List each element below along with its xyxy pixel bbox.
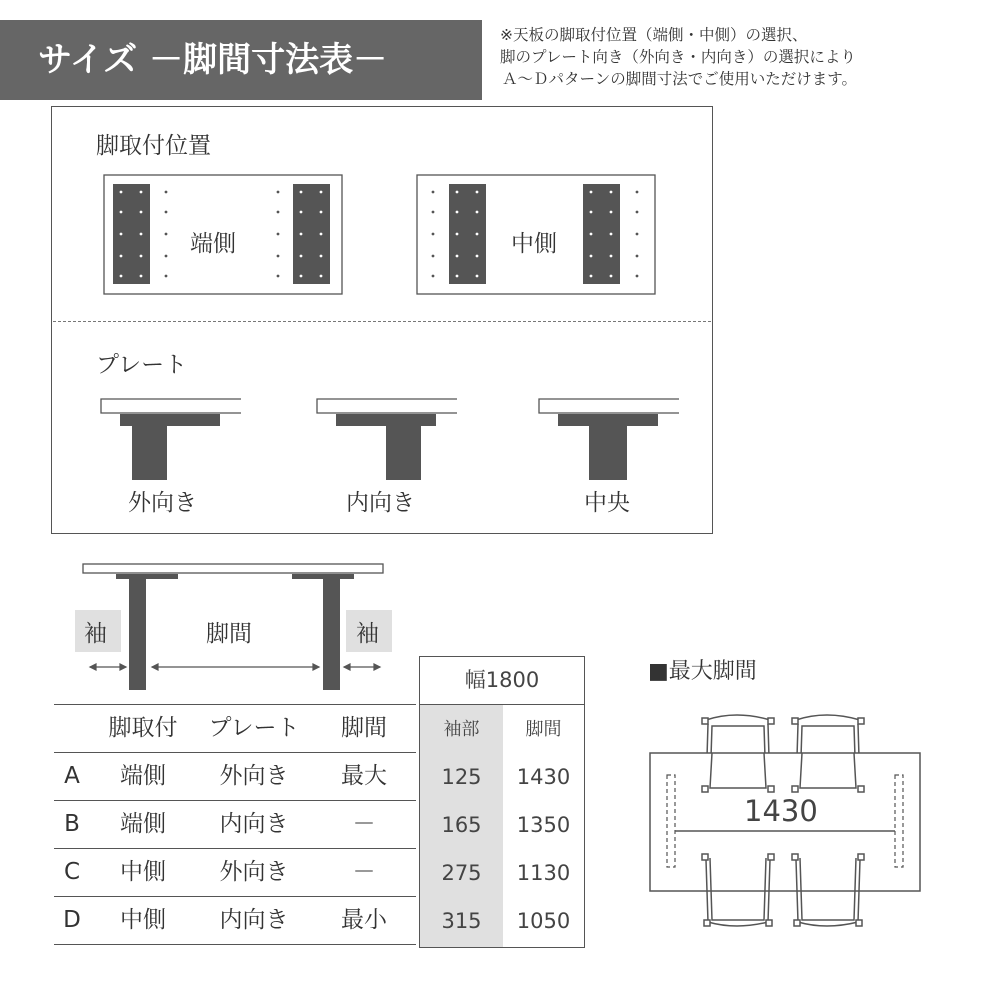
table-row [54, 849, 416, 897]
pattern-letter: A [64, 763, 80, 789]
mount-cell: 端側 [120, 811, 166, 837]
page-title: サイズ －脚間寸法表－ [0, 20, 482, 100]
leg-plate [113, 184, 150, 284]
tabletop-edge [317, 399, 457, 413]
leg [132, 426, 167, 480]
span-cell: 最大 [341, 763, 387, 789]
tabletop-edge [539, 399, 679, 413]
leg-value: 1350 [516, 813, 571, 837]
plate [336, 414, 436, 426]
plate [116, 574, 178, 579]
sleeve-value: 165 [441, 813, 482, 837]
plate-center-label: 中央 [584, 490, 630, 516]
mount-end-label: 端側 [190, 231, 236, 257]
header-mount: 脚取付 [108, 715, 178, 741]
leg [129, 574, 146, 690]
leg-value: 1430 [516, 765, 571, 789]
plate [558, 414, 658, 426]
span-cell: 最小 [341, 907, 387, 933]
sleeve-label-right: 袖 [356, 621, 379, 647]
plate-inward-label: 内向き [346, 490, 415, 516]
leg-value: 1050 [516, 909, 571, 933]
pattern-letter: D [63, 907, 81, 933]
sleeve-value: 125 [441, 765, 482, 789]
panel-divider [53, 321, 711, 322]
leg [323, 574, 340, 690]
leg-span-label: 脚間 [206, 621, 252, 647]
plate-cell: 内向き [219, 811, 289, 837]
mount-title: 脚取付位置 [96, 133, 211, 159]
table-row [54, 801, 416, 849]
subheader-leg: 脚間 [525, 719, 562, 740]
leg-plate [583, 184, 620, 284]
max-span-title: ■最大脚間 [648, 659, 757, 684]
leg-plate [293, 184, 330, 284]
plate-center-diagram [538, 398, 680, 480]
header-plate: プレート [208, 715, 300, 741]
plate-outward-diagram [100, 398, 242, 480]
plate [120, 414, 220, 426]
plate-title: プレート [96, 352, 188, 378]
usage-note [500, 24, 990, 90]
leg-value: 1130 [516, 861, 571, 885]
mount-cell: 中側 [120, 859, 166, 885]
note-line: ※天板の脚取付位置（端側・中側）の選択、 [500, 26, 808, 44]
mount-middle-label: 中側 [511, 231, 557, 257]
plate-outward-label: 外向き [128, 490, 197, 516]
sleeve-value: 275 [441, 861, 482, 885]
pattern-letter: C [63, 859, 81, 885]
sleeve-label-left: 袖 [84, 621, 107, 647]
max-span-value: 1430 [740, 794, 822, 828]
table-header-row [54, 705, 416, 753]
header-span: 脚間 [341, 715, 387, 741]
subheader-sleeve: 袖部 [443, 719, 480, 740]
plate-inward-diagram [316, 398, 458, 480]
leg-plate [449, 184, 486, 284]
mount-cell: 中側 [120, 907, 166, 933]
pattern-letter: B [64, 811, 80, 837]
tabletop [83, 564, 383, 573]
table-row [54, 897, 416, 945]
plate-cell: 内向き [219, 907, 289, 933]
width-header: 幅1800 [464, 668, 540, 692]
mount-cell: 端側 [120, 763, 166, 789]
leg [386, 426, 421, 480]
table-row [54, 753, 416, 801]
plate-cell: 外向き [219, 859, 289, 885]
span-cell: － [352, 859, 376, 885]
sleeve-value: 315 [441, 909, 482, 933]
plate-cell: 外向き [219, 763, 289, 789]
span-cell: － [352, 811, 376, 837]
tabletop-edge [101, 399, 241, 413]
leg [589, 426, 627, 480]
note-line: Ａ～Ｄパターンの脚間寸法でご使用いただけます。 [502, 70, 857, 88]
note-line: 脚のプレート向き（外向き・内向き）の選択により [500, 48, 856, 66]
